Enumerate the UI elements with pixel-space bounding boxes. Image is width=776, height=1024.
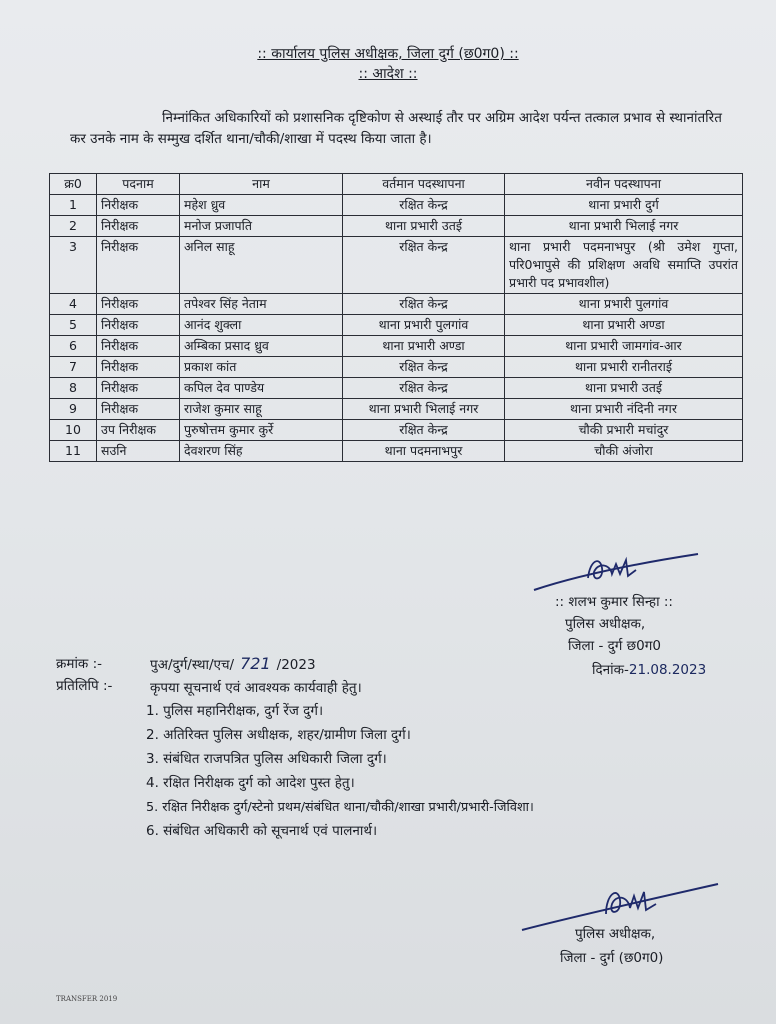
cell-name: कपिल देव पाण्डेय <box>180 378 343 399</box>
intro-paragraph: निम्नांकित अधिकारियों को प्रशासनिक दृष्टिकोण से अस्थाई तौर पर अग्रिम आदेश पर्यन्त तत्काल प्रभाव से स्थानांतरित कर उनके नाम के सम्मुख दर्शित थाना/चौकी/शाखा में पदस्थ किया जाता है। <box>70 110 722 147</box>
cell-serial: 6 <box>50 336 97 357</box>
cell-rank: निरीक्षक <box>97 195 180 216</box>
transfer-table <box>49 173 743 462</box>
office-title: :: कार्यालय पुलिस अधीक्षक, जिला दुर्ग (छ0ग0) :: <box>257 46 519 62</box>
table-row <box>50 378 743 399</box>
cell-current-posting: थाना प्रभारी अण्डा <box>343 336 505 357</box>
table-row <box>50 399 743 420</box>
col-current-posting: वर्तमान पदस्थापना <box>343 174 505 195</box>
cell-current-posting: थाना प्रभारी पुलगांव <box>343 315 505 336</box>
cell-new-posting: थाना प्रभारी पुलगांव <box>505 294 743 315</box>
cell-current-posting: थाना प्रभारी उतई <box>343 216 505 237</box>
cell-new-posting: थाना प्रभारी नंदिनी नगर <box>505 399 743 420</box>
copy-item: 2. अतिरिक्त पुलिस अधीक्षक, शहर/ग्रामीण जिला दुर्ग। <box>146 727 411 743</box>
cell-current-posting: रक्षित केन्द्र <box>343 195 505 216</box>
order-number-label: क्रमांक :- <box>56 656 103 672</box>
cell-rank: निरीक्षक <box>97 399 180 420</box>
cell-name: अनिल साहू <box>180 237 343 294</box>
table-row <box>50 237 743 294</box>
signatory-name: :: शलभ कुमार सिन्हा :: <box>555 594 673 610</box>
cell-serial: 11 <box>50 441 97 462</box>
cell-serial: 7 <box>50 357 97 378</box>
cell-name: मनोज प्रजापति <box>180 216 343 237</box>
cell-new-posting: थाना प्रभारी दुर्ग <box>505 195 743 216</box>
copy-item: 3. संबंधित राजपत्रित पुलिस अधिकारी जिला दुर्ग। <box>146 751 387 767</box>
cell-rank: उप निरीक्षक <box>97 420 180 441</box>
cell-name: देवशरण सिंह <box>180 441 343 462</box>
cell-rank: निरीक्षक <box>97 294 180 315</box>
cell-new-posting: थाना प्रभारी अण्डा <box>505 315 743 336</box>
cell-rank: सउनि <box>97 441 180 462</box>
copy-item: 4. रक्षित निरीक्षक दुर्ग को आदेश पुस्त हेतु। <box>146 775 355 791</box>
copy-item: 6. संबंधित अधिकारी को सूचनार्थ एवं पालनार्थ। <box>146 823 378 839</box>
table-row <box>50 294 743 315</box>
cell-name: आनंद शुक्ला <box>180 315 343 336</box>
table-row <box>50 336 743 357</box>
cell-serial: 2 <box>50 216 97 237</box>
cell-new-posting: थाना प्रभारी जामगांव-आर <box>505 336 743 357</box>
cell-serial: 3 <box>50 237 97 294</box>
cell-current-posting: थाना प्रभारी भिलाई नगर <box>343 399 505 420</box>
footer-stamp: TRANSFER 2019 <box>56 995 118 1003</box>
signatory-designation: पुलिस अधीक्षक, <box>565 616 646 632</box>
order-date <box>592 660 706 678</box>
copy-to-intro: कृपया सूचनार्थ एवं आवश्यक कार्यवाही हेतु। <box>150 680 362 696</box>
cell-rank: निरीक्षक <box>97 315 180 336</box>
cell-new-posting: थाना प्रभारी उतई <box>505 378 743 399</box>
table-header-row <box>50 174 743 195</box>
copy-item: 1. पुलिस महानिरीक्षक, दुर्ग रेंज दुर्ग। <box>146 703 324 719</box>
cell-name: प्रकाश कांत <box>180 357 343 378</box>
cell-name: राजेश कुमार साहू <box>180 399 343 420</box>
table-row <box>50 357 743 378</box>
table-row <box>50 315 743 336</box>
col-serial: क्र0 <box>50 174 97 195</box>
cell-rank: निरीक्षक <box>97 378 180 399</box>
date-value: 21.08.2023 <box>628 662 707 678</box>
table-row <box>50 216 743 237</box>
table-row <box>50 195 743 216</box>
table-row <box>50 420 743 441</box>
cell-serial: 9 <box>50 399 97 420</box>
cell-name: तपेश्वर सिंह नेताम <box>180 294 343 315</box>
cell-current-posting: रक्षित केन्द्र <box>343 237 505 294</box>
order-number-handwritten: 721 <box>240 654 271 673</box>
cell-serial: 5 <box>50 315 97 336</box>
signatory2-designation: पुलिस अधीक्षक, <box>575 926 656 942</box>
cell-rank: निरीक्षक <box>97 216 180 237</box>
cell-new-posting: चौकी अंजोरा <box>505 441 743 462</box>
cell-rank: निरीक्षक <box>97 237 180 294</box>
cell-rank: निरीक्षक <box>97 336 180 357</box>
cell-new-posting: थाना प्रभारी भिलाई नगर <box>505 216 743 237</box>
order-number <box>150 654 316 673</box>
copy-item: 5. रक्षित निरीक्षक दुर्ग/स्टेनो प्रथम/संबंधित थाना/चौकी/शाखा प्रभारी/प्रभारी-जिविशा। <box>146 800 534 815</box>
copy-to-label: प्रतिलिपि :- <box>56 678 113 694</box>
cell-current-posting: रक्षित केन्द्र <box>343 294 505 315</box>
cell-serial: 4 <box>50 294 97 315</box>
col-new-posting: नवीन पदस्थापना <box>505 174 743 195</box>
cell-new-posting: चौकी प्रभारी मचांदुर <box>505 420 743 441</box>
cell-name: अम्बिका प्रसाद ध्रुव <box>180 336 343 357</box>
cell-current-posting: थाना पदमनाभपुर <box>343 441 505 462</box>
signature-mark-1 <box>530 548 705 596</box>
col-name: नाम <box>180 174 343 195</box>
table-row <box>50 441 743 462</box>
date-label: दिनांक- <box>592 662 629 678</box>
cell-name: महेश ध्रुव <box>180 195 343 216</box>
order-heading: :: आदेश :: <box>358 66 418 82</box>
cell-rank: निरीक्षक <box>97 357 180 378</box>
cell-current-posting: रक्षित केन्द्र <box>343 378 505 399</box>
cell-new-posting: थाना प्रभारी रानीतराई <box>505 357 743 378</box>
signatory2-district: जिला - दुर्ग (छ0ग0) <box>560 950 664 966</box>
order-number-prefix: पुअ/दुर्ग/स्था/एच/ <box>150 657 235 673</box>
col-rank: पदनाम <box>97 174 180 195</box>
cell-serial: 10 <box>50 420 97 441</box>
cell-new-posting: थाना प्रभारी पदमनाभपुर (श्री उमेश गुप्ता, परि0भापुसे की प्रशिक्षण अवधि समाप्ति उपरांत प्रभारी पद प्रभावशील) <box>505 237 743 294</box>
cell-serial: 8 <box>50 378 97 399</box>
order-number-suffix: /2023 <box>276 657 316 673</box>
cell-current-posting: रक्षित केन्द्र <box>343 357 505 378</box>
cell-current-posting: रक्षित केन्द्र <box>343 420 505 441</box>
cell-serial: 1 <box>50 195 97 216</box>
signatory-district: जिला - दुर्ग छ0ग0 <box>568 638 661 654</box>
cell-name: पुरुषोत्तम कुमार कुर्रे <box>180 420 343 441</box>
